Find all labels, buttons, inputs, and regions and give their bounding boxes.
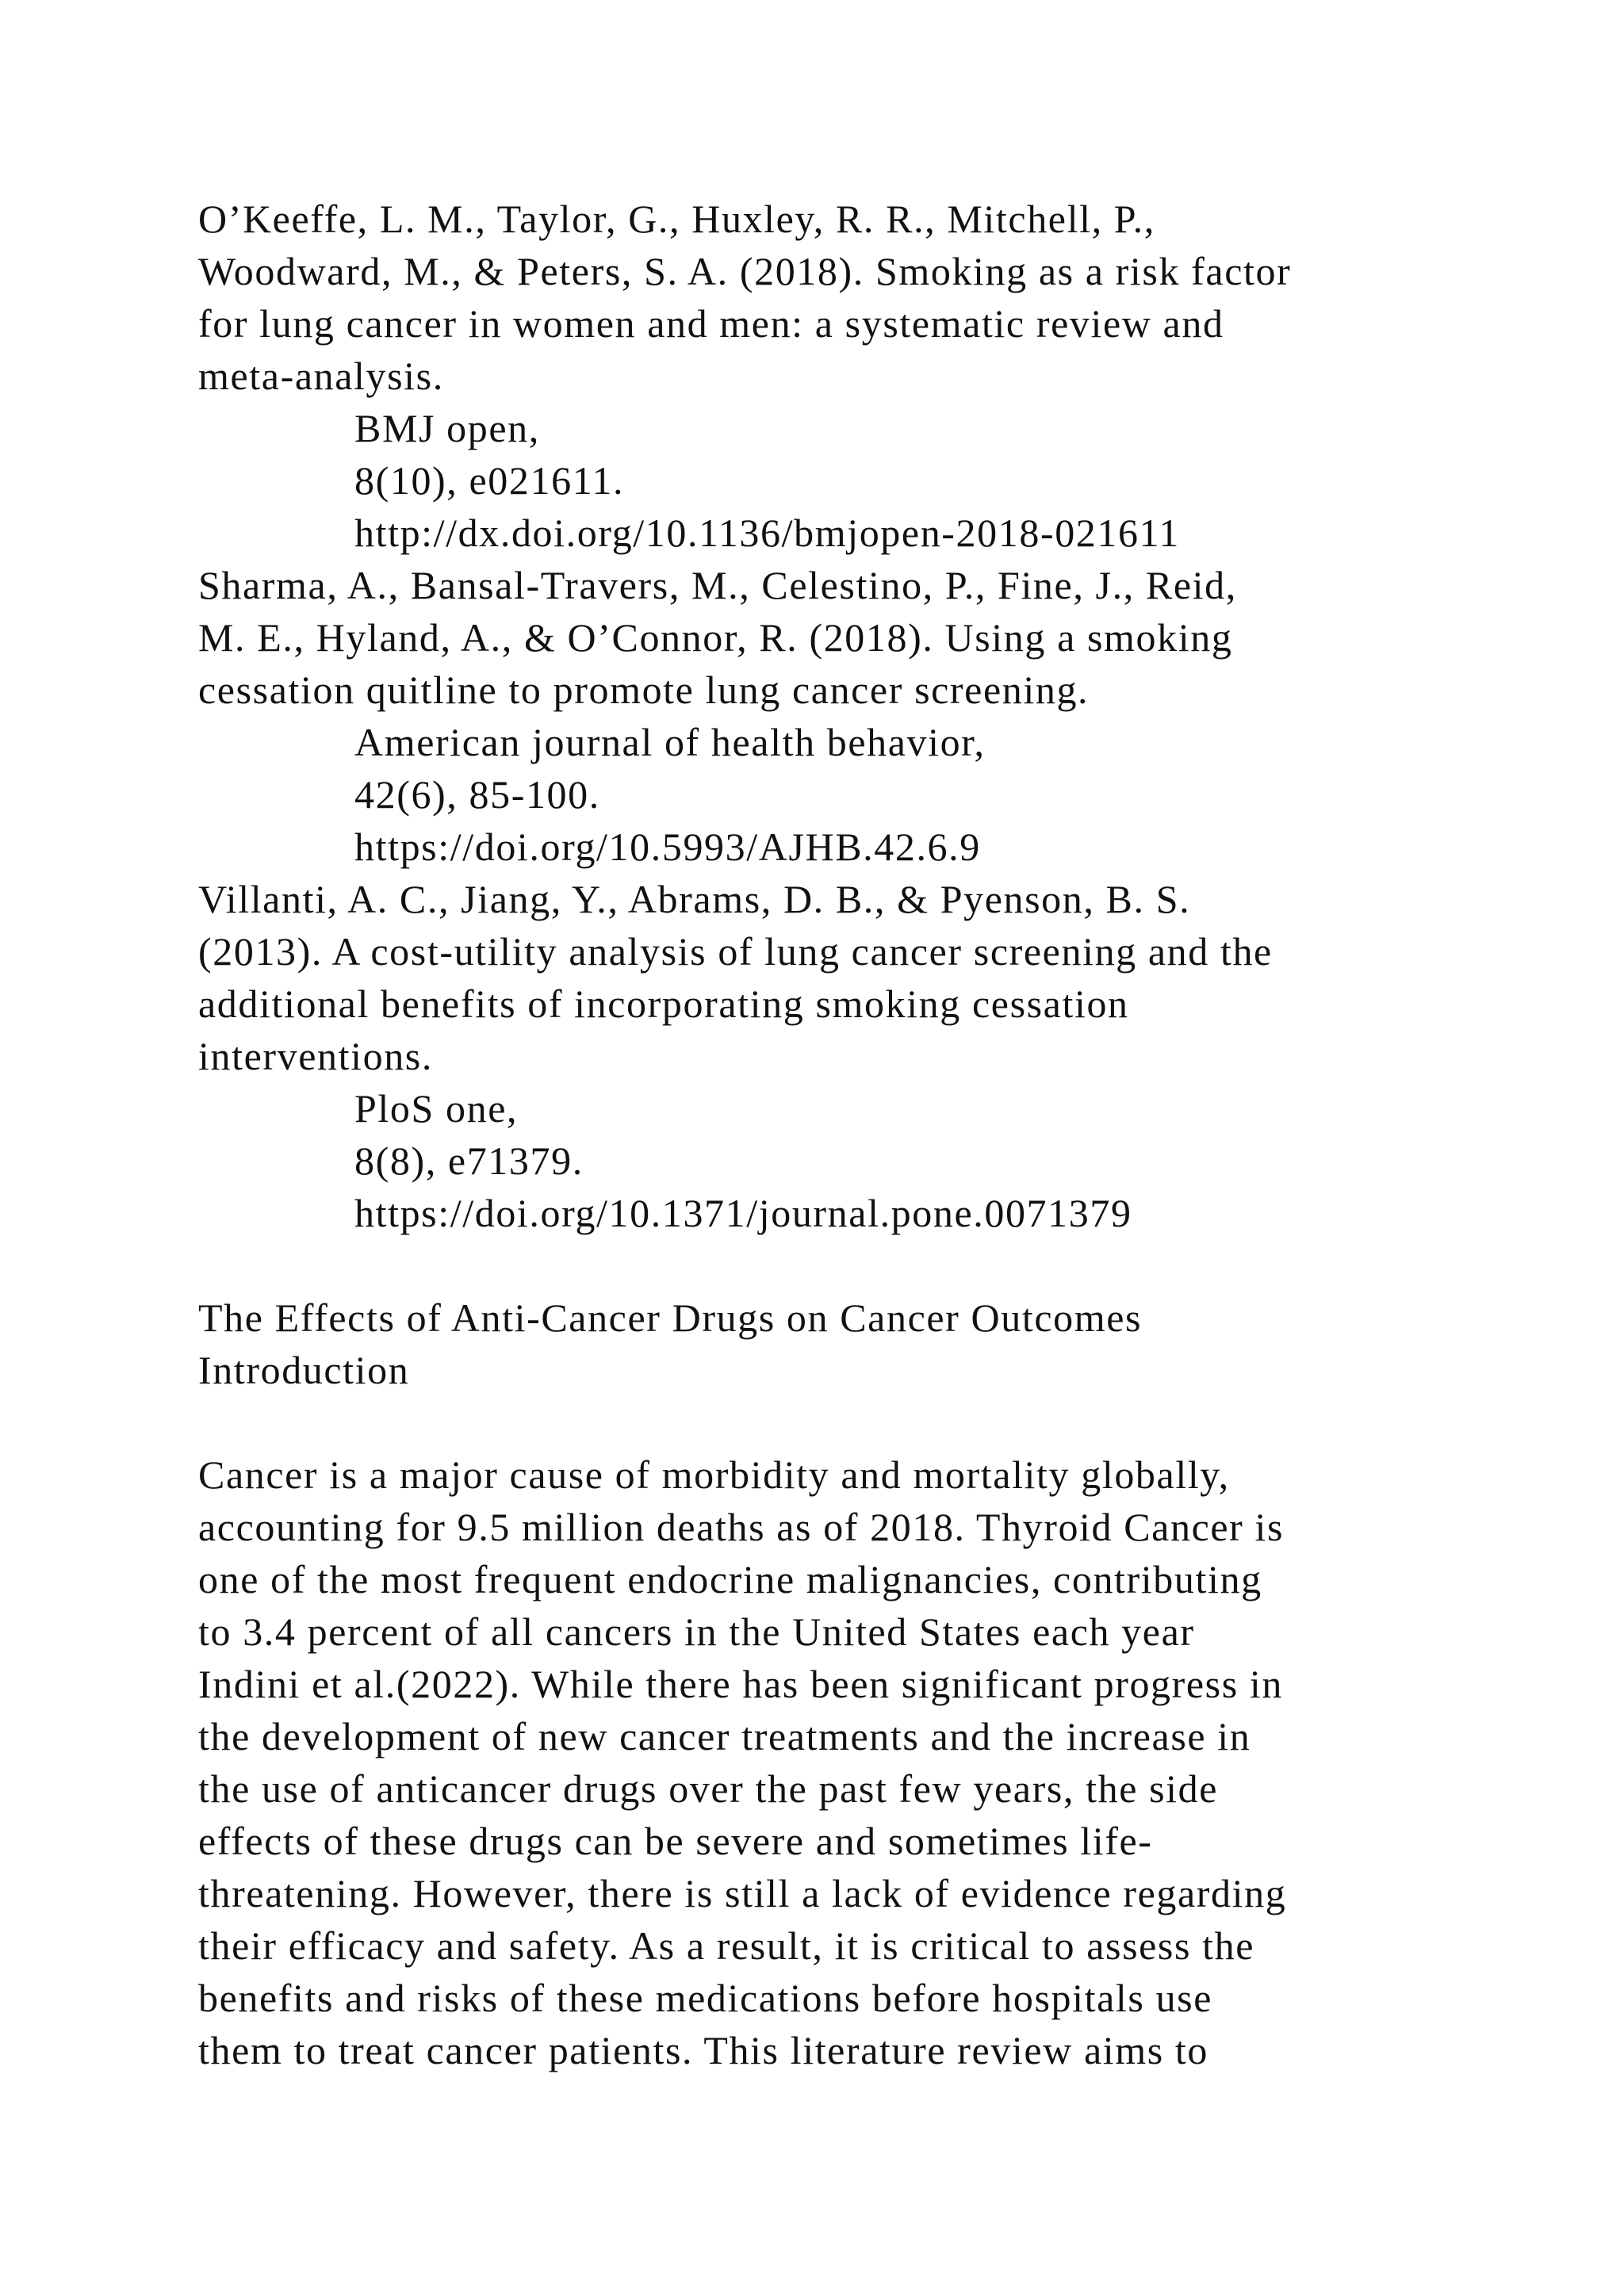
- paragraph-line: to 3.4 percent of all cancers in the United States each year: [198, 1609, 1195, 1654]
- reference-doi-link[interactable]: https://doi.org/10.5993/AJHB.42.6.9: [354, 825, 981, 869]
- document-content: [198, 193, 1499, 2076]
- reference-entry: [198, 559, 1499, 873]
- reference-text-line: (2013). A cost-utility analysis of lung cancer screening and the: [198, 929, 1273, 974]
- reference-text-line: Sharma, A., Bansal-Travers, M., Celestino, P., Fine, J., Reid,: [198, 563, 1237, 607]
- paragraph-line: benefits and risks of these medications before hospitals use: [198, 1976, 1213, 2020]
- paragraph-line: Cancer is a major cause of morbidity and mortality globally,: [198, 1452, 1230, 1497]
- paragraph-line: one of the most frequent endocrine malignancies, contributing: [198, 1557, 1262, 1601]
- paragraph-line: them to treat cancer patients. This literature review aims to: [198, 2028, 1209, 2072]
- reference-text-line: additional benefits of incorporating smoking cessation: [198, 982, 1129, 1026]
- reference-text-line: M. E., Hyland, A., & O’Connor, R. (2018). Using a smoking: [198, 615, 1233, 660]
- paragraph-line: Indini et al.(2022). While there has been significant progress in: [198, 1662, 1283, 1706]
- document-title: The Effects of Anti-Cancer Drugs on Cancer Outcomes: [198, 1295, 1143, 1340]
- reference-journal: PloS one,: [354, 1086, 519, 1131]
- paragraph-line: threatening. However, there is still a lack of evidence regarding: [198, 1871, 1287, 1915]
- reference-text-line: Villanti, A. C., Jiang, Y., Abrams, D. B., & Pyenson, B. S.: [198, 877, 1191, 921]
- reference-doi-link[interactable]: https://doi.org/10.1371/journal.pone.0071379: [354, 1191, 1132, 1235]
- paragraph-line: the use of anticancer drugs over the past few years, the side: [198, 1766, 1219, 1811]
- paragraph-line: the development of new cancer treatments and the increase in: [198, 1714, 1251, 1758]
- reference-doi-link[interactable]: http://dx.doi.org/10.1136/bmjopen-2018-021611: [354, 511, 1180, 555]
- reference-text-line: interventions.: [198, 1034, 433, 1078]
- reference-text-line: Woodward, M., & Peters, S. A. (2018). Smoking as a risk factor: [198, 249, 1292, 293]
- paragraph-line: their efficacy and safety. As a result, it is critical to assess the: [198, 1923, 1255, 1968]
- reference-volume: 8(10), e021611.: [354, 458, 625, 503]
- reference-entry: [198, 193, 1499, 559]
- reference-text-line: meta-analysis.: [198, 354, 444, 398]
- section-heading: Introduction: [198, 1348, 410, 1392]
- paragraph-line: accounting for 9.5 million deaths as of 2018. Thyroid Cancer is: [198, 1505, 1285, 1549]
- paragraph-line: effects of these drugs can be severe and sometimes life-: [198, 1819, 1153, 1863]
- reference-text-line: for lung cancer in women and men: a systematic review and: [198, 301, 1224, 346]
- reference-text-line: cessation quitline to promote lung cancer screening.: [198, 668, 1090, 712]
- reference-text-line: O’Keeffe, L. M., Taylor, G., Huxley, R. R., Mitchell, P.,: [198, 197, 1155, 241]
- reference-journal: American journal of health behavior,: [354, 720, 986, 764]
- blank-line: [198, 1239, 1499, 1292]
- reference-entry: [198, 873, 1499, 1239]
- body-paragraph: [198, 1448, 1499, 2076]
- blank-line: [198, 1396, 1499, 1448]
- reference-volume: 42(6), 85-100.: [354, 772, 600, 817]
- reference-journal: BMJ open,: [354, 406, 540, 450]
- reference-volume: 8(8), e71379.: [354, 1138, 584, 1183]
